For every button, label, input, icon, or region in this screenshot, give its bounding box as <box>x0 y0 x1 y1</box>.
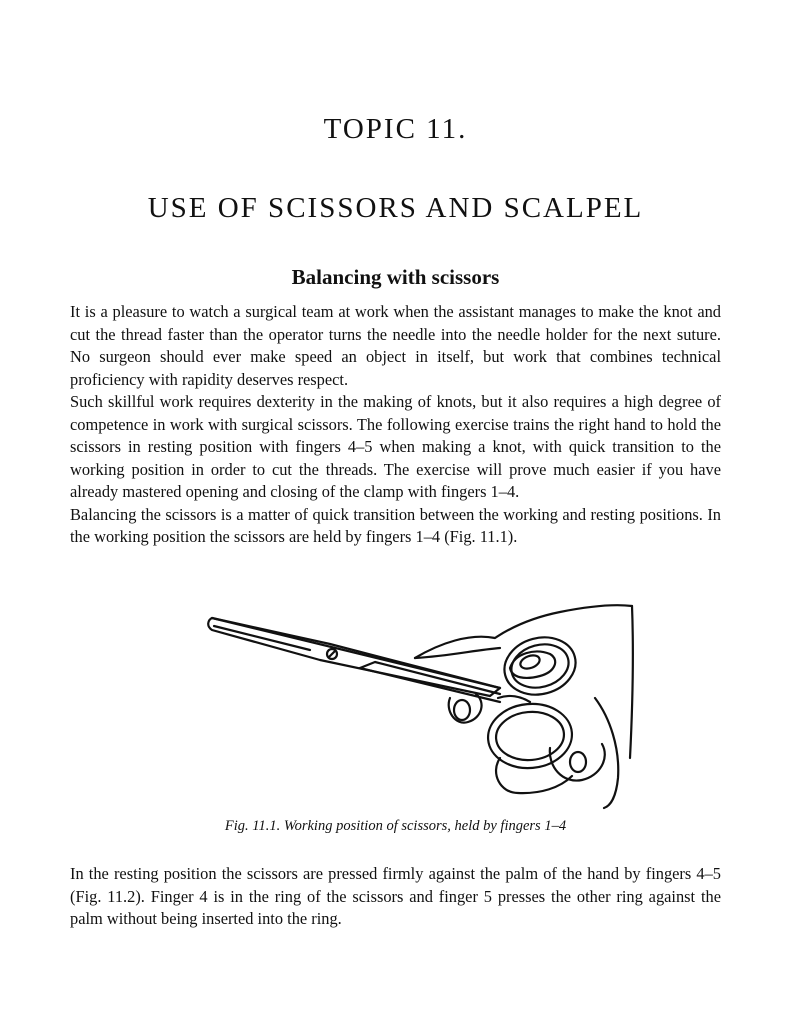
paragraph: In the resting position the scissors are pressed firmly against the palm of the hand by fingers 4–5 (Fig. 11.2). Finger 4 is in the ring of the scissors and finger 5 presses the other ring against the palm without being inserted into the ring. <box>70 864 721 928</box>
paragraph: It is a pleasure to watch a surgical team at work when the assistant manages to make the knot and cut the thread faster than the operator turns the needle into the needle holder for the next suture. No surgeon should ever make speed an object in itself, but work that combines technical proficiency with rapidity deserves respect. <box>70 302 721 389</box>
hand-holding-scissors-icon <box>200 598 640 810</box>
body-text-block <box>70 301 721 549</box>
topic-title: TOPIC 11. <box>323 113 468 146</box>
paragraph: Such skillful work requires dexterity in the making of knots, but it also requires a high degree of competence in work with surgical scissors. The following exercise trains the right hand to hold the scissors in resting position with fingers 4–5 when making a knot, with quick transition to the working position in order to cut the threads. The exercise will prove much easier if you have already mastered opening and closing of the clamp with fingers 1–4. <box>70 392 721 501</box>
paragraph: Balancing the scissors is a matter of quick transition between the working and resting positions. In the working position the scissors are held by fingers 1–4 (Fig. 11.1). <box>70 504 721 546</box>
section-heading: Balancing with scissors <box>291 265 500 289</box>
figure-caption: Fig. 11.1. Working position of scissors, held by fingers 1–4 <box>224 818 567 834</box>
scissors-hand-figure <box>200 598 640 810</box>
chapter-title: USE OF SCISSORS AND SCALPEL <box>147 192 644 225</box>
body-text-block <box>70 863 721 931</box>
